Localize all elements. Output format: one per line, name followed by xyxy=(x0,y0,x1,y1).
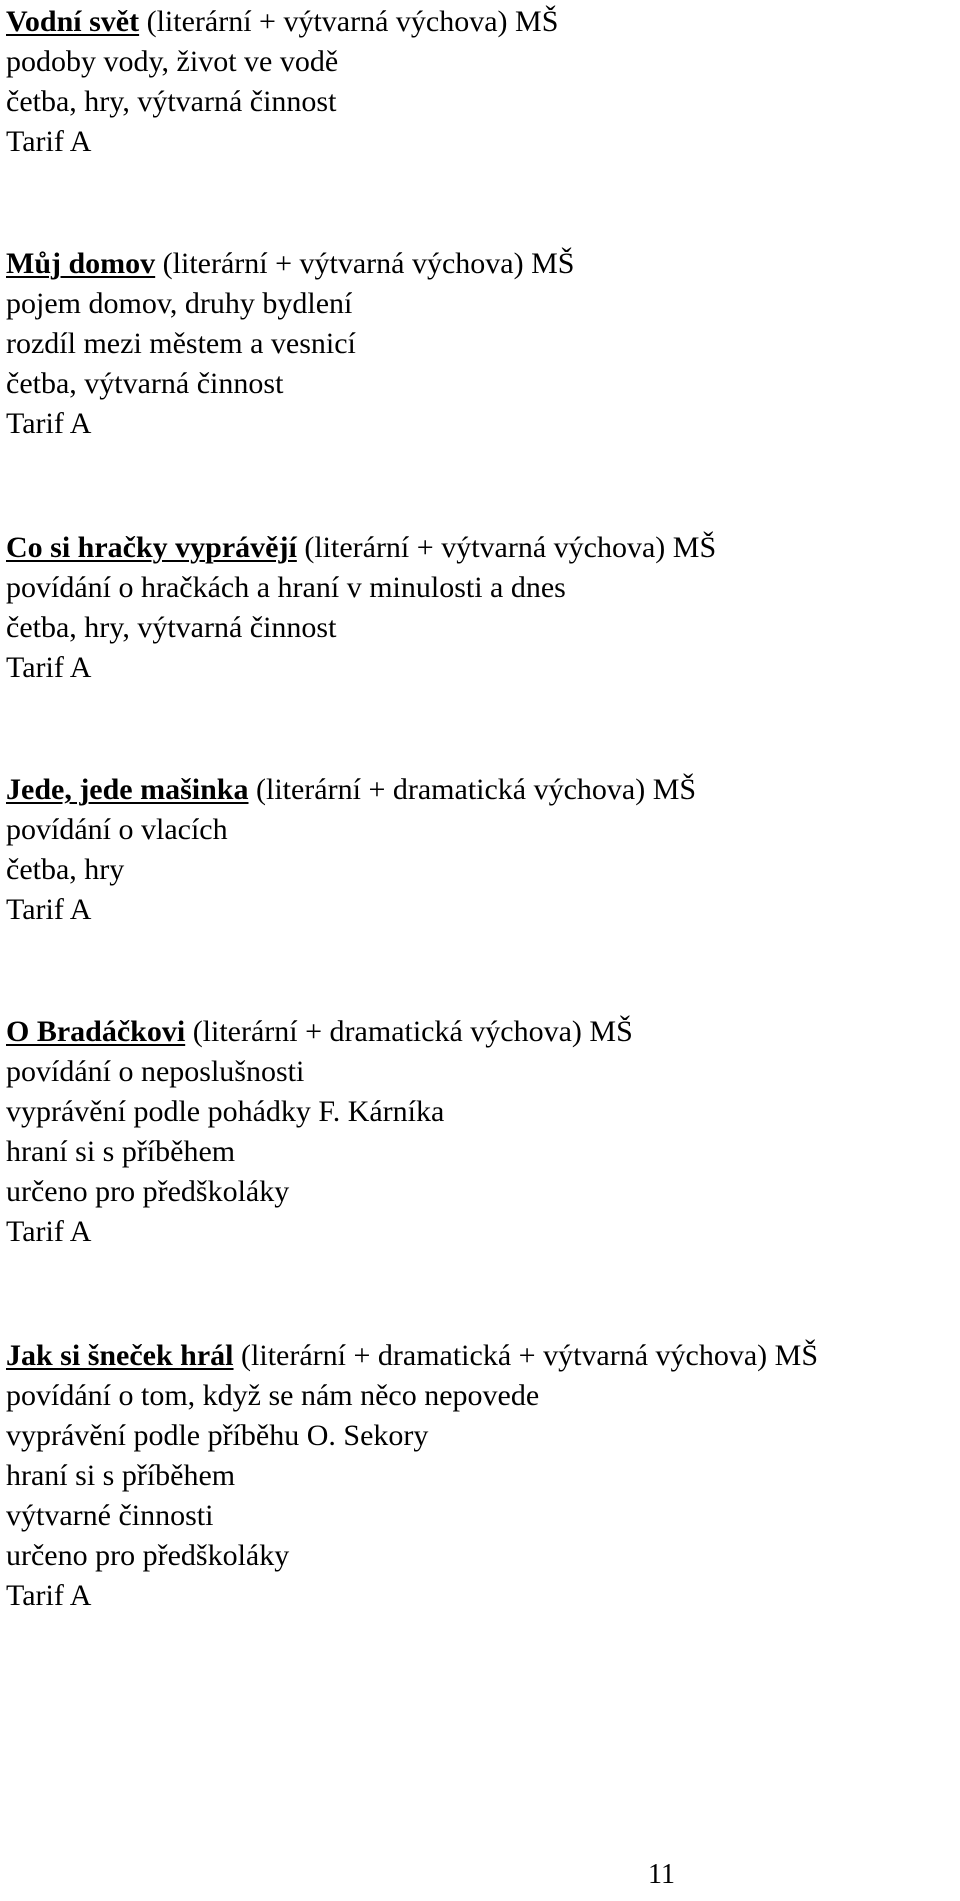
program-heading xyxy=(6,244,574,284)
program-detail: určeno pro předškoláky xyxy=(6,1175,290,1208)
program-block xyxy=(6,2,558,162)
program-heading xyxy=(6,1012,633,1052)
program-tarif: Tarif A xyxy=(6,651,92,684)
program-block xyxy=(6,244,574,444)
program-tarif: Tarif A xyxy=(6,407,92,440)
program-detail: rozdíl mezi městem a vesnicí xyxy=(6,327,356,360)
program-detail: povídání o hračkách a hraní v minulosti a dnes xyxy=(6,571,566,604)
program-detail: četba, hry, výtvarná činnost xyxy=(6,85,337,118)
program-subtitle: (literární + výtvarná výchova) MŠ xyxy=(139,5,559,38)
program-detail: vyprávění podle příběhu O. Sekory xyxy=(6,1419,429,1452)
program-detail: četba, hry xyxy=(6,853,125,886)
program-block xyxy=(6,528,716,688)
program-detail: hraní si s příběhem xyxy=(6,1459,236,1492)
program-detail: četba, hry, výtvarná činnost xyxy=(6,611,337,644)
program-detail: povídání o neposlušnosti xyxy=(6,1055,305,1088)
program-detail: pojem domov, druhy bydlení xyxy=(6,287,353,320)
program-subtitle: (literární + dramatická výchova) MŠ xyxy=(185,1015,633,1048)
program-heading xyxy=(6,770,696,810)
program-subtitle: (literární + výtvarná výchova) MŠ xyxy=(155,247,575,280)
program-subtitle: (literární + dramatická výchova) MŠ xyxy=(248,773,697,806)
program-title: Vodní svět xyxy=(6,5,140,38)
program-detail: četba, výtvarná činnost xyxy=(6,367,284,400)
program-heading xyxy=(6,1336,818,1376)
program-block xyxy=(6,1336,818,1616)
program-title: Můj domov xyxy=(6,247,156,280)
program-tarif: Tarif A xyxy=(6,1579,92,1612)
program-title: O Bradáčkovi xyxy=(6,1015,186,1048)
program-detail: povídání o tom, když se nám něco nepovede xyxy=(6,1379,540,1412)
program-detail: výtvarné činnosti xyxy=(6,1499,214,1532)
program-subtitle: (literární + výtvarná výchova) MŠ xyxy=(296,531,717,564)
program-block xyxy=(6,770,696,930)
program-title: Jede, jede mašinka xyxy=(6,773,249,806)
program-detail: povídání o vlacích xyxy=(6,813,228,846)
program-subtitle: (literární + dramatická + výtvarná výchova) MŠ xyxy=(233,1339,819,1372)
program-detail: hraní si s příběhem xyxy=(6,1135,236,1168)
program-tarif: Tarif A xyxy=(6,893,92,926)
program-detail: vyprávění podle pohádky F. Kárníka xyxy=(6,1095,445,1128)
program-heading xyxy=(6,528,716,568)
program-detail: určeno pro předškoláky xyxy=(6,1539,290,1572)
page-number: 11 xyxy=(648,1859,675,1890)
program-heading xyxy=(6,2,558,42)
program-title: Co si hračky vyprávějí xyxy=(6,531,297,564)
program-tarif: Tarif A xyxy=(6,125,92,158)
program-block xyxy=(6,1012,633,1252)
program-tarif: Tarif A xyxy=(6,1215,92,1248)
program-title: Jak si šneček hrál xyxy=(6,1339,234,1372)
program-detail: podoby vody, život ve vodě xyxy=(6,45,339,78)
